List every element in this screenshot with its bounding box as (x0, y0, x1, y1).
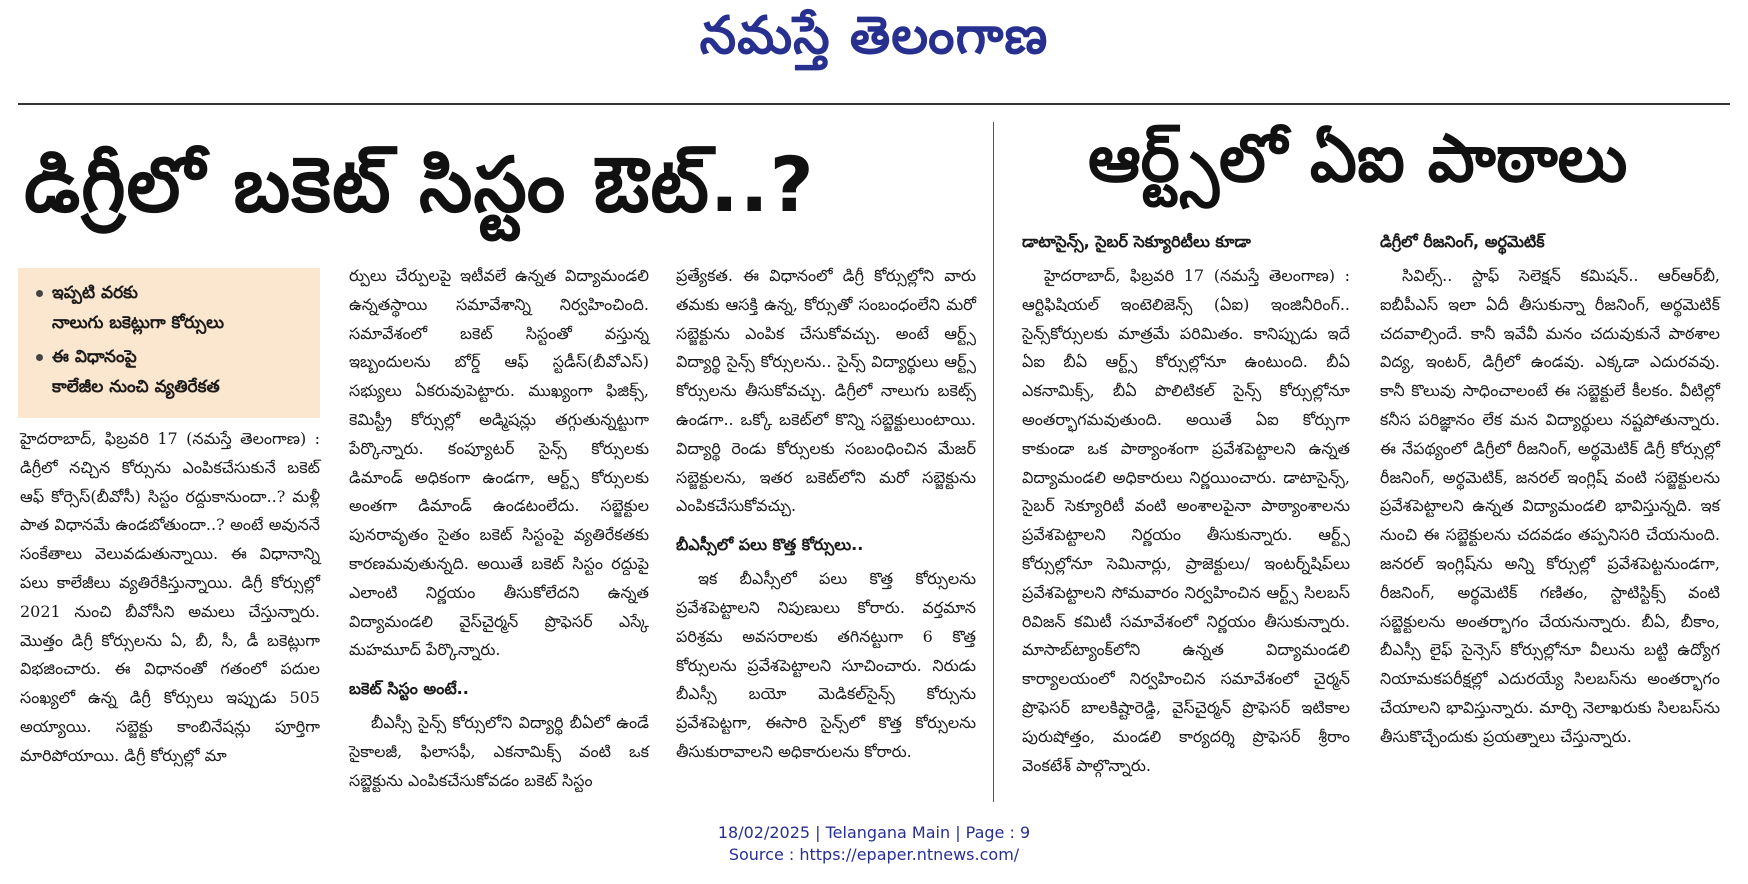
subheading: బీఎస్సీలో పలు కొత్త కోర్సులు.. (676, 535, 864, 555)
subheading: బకెట్ సిస్టం అంటే.. (349, 679, 469, 699)
footer-source-link[interactable]: Source : https://epaper.ntnews.com/ (728, 845, 1020, 864)
highlight-box (18, 268, 320, 418)
right-article-column-1 (1022, 228, 1350, 780)
article-paragraph: హైదరాబాద్, ఫిబ్రవరి 17 (నమస్తే తెలంగాణ) : ఆర్టిఫిషియల్ ఇంటెలిజెన్స్ (ఏఐ) ఇంజినీరింగ్.. సైన్స్‌కోర్సులకు మాత్రమే పరిమితం. కానిప్పుడు ఇదే ఏఐ బీఏ ఆర్ట్స్ కోర్సుల్లోనూ ఉంటుంది. బీఏ ఎకనామిక్స్, బీఏ పొలిటికల్ సైన్స్ కోర్సుల్లోనూ అంతర్భాగమవుతుంది. అయితే ఏఐ కోర్సుగా కాకుండా ఒక పాఠ్యాంశంగా ప్రవేశపెట్టాలని ఉన్నత విద్యామండలి అధికారులు నిర్ణయించారు. డాటాసైన్స్, సైబర్ సెక్యూరిటీ వంటి అంశాలపైనా పాఠ్యాంశాలను ప్రవేశపెట్టాలని నిర్ణయం తీసుకున్నారు. ఆర్ట్స్ కోర్సుల్లోనూ సెమినార్లు, ప్రాజెక్టులు/ ఇంటర్న్‌షిప్‌లు ప్రవేశపెట్టాలని సోమవారం నిర్వహించిన ఆర్ట్స్ సిలబస్ రివిజన్ కమిటీ సమావేశంలో నిర్ణయం తీసుకున్నారు. మాసాబ్‌ట్యాంక్‌లోని ఉన్నత విద్యామండలి కార్యాలయంలో నిర్వహించిన సమావేశంలో చైర్మన్ ప్రొఫెసర్ బాలకిష్టారెడ్డి, వైస్‌చైర్మన్ ప్రొఫెసర్ ఇటికాల పురుషోత్తం, మండలి కార్యదర్శి ప్రొఫెసర్ శ్రీరాం వెంకటేశ్ పాల్గొన్నారు. (1022, 266, 1350, 775)
article-paragraph: బీఎస్సీ సైన్స్ కోర్సులోని విద్యార్థి బీఏలో ఉండే సైకాలజీ, ఫిలాసఫీ, ఎకనామిక్స్ వంటి ఒక సబ్జెక్టును ఎంపికచేసుకోవడం బకెట్ సిస్టం (349, 713, 649, 790)
left-article-column-3 (676, 262, 976, 767)
highlight-line: ఇప్పటి వరకు (52, 283, 138, 303)
left-article-column-2 (349, 262, 649, 796)
highlight-line: నాలుగు బకెట్లుగా కోర్సులు (52, 313, 225, 333)
right-headline: ఆర్ట్స్‌లో ఏఐ పాఠాలు (1088, 120, 1628, 197)
article-paragraph: ర్పులు చేర్పులపై ఇటీవలే ఉన్నత విద్యామండలి ఉన్నతస్థాయి సమావేశాన్ని నిర్వహించింది. సమావేశంలో బకెట్ సిస్టంతో వస్తున్న ఇబ్బందులను బోర్డ్ ఆఫ్ స్టడీస్(బీవోఎస్) సభ్యులు ఏకరువుపెట్టారు. ముఖ్యంగా ఫిజిక్స్, కెమిస్ట్రీ కోర్సుల్లో అడ్మిషన్లు తగ్గుతున్నట్టుగా పేర్కొన్నారు. కంప్యూటర్ సైన్స్ కోర్సులకు డిమాండ్ అధికంగా ఉండగా, ఆర్ట్స్ కోర్సులకు అంతగా డిమాండ్ ఉండటంలేదు. సబ్జెక్టుల పునరావృతం సైతం బకెట్ సిస్టంపై వ్యతిరేకతకు కారణమవుతున్నది. అయితే బకెట్ సిస్టం రద్దుపై ఎలాంటి నిర్ణయం తీసుకోలేదని ఉన్నత విద్యామండలి వైస్‌చైర్మన్ ప్రొఫెసర్ ఎస్కే మహమూద్ పేర్కొన్నారు. (349, 266, 649, 660)
masthead-logo: నమస్తే తెలంగాణ (699, 6, 1049, 66)
article-paragraph: సివిల్స్.. స్టాఫ్ సెలెక్షన్ కమిషన్.. ఆర్‌ఆర్‌బీ, ఐబీపీఎస్ ఇలా ఏదీ తీసుకున్నా రీజనింగ్, అర్థమెటిక్ చదవాల్సిందే. కానీ ఇవేవీ మనం చదువుకునే పాఠశాల విద్య, ఇంటర్, డిగ్రీలో ఉండవు. ఎక్కడా ఎదురవవు. కానీ కొలువు సాధించాలంటే ఈ సబ్జెక్టులే కీలకం. వీటిల్లో కనీస పరిజ్ఞానం లేక మన విద్యార్థులు నష్టపోతున్నారు. ఈ నేపథ్యంలో డిగ్రీలో రీజనింగ్, అర్థమెటిక్ డిగ్రీ కోర్సుల్లో రీజనింగ్, అర్థమెటిక్, జనరల్ ఇంగ్లిష్ వంటి సబ్జెక్టులను ప్రవేశపెట్టాలని ఉన్నత విద్యామండలి భావిస్తున్నది. ఇక నుంచి ఈ సబ్జెక్టులను చదవడం తప్పనిసరి చేయనుంది. జనరల్ ఇంగ్లిష్‌ను అన్ని కోర్సుల్లో ప్రవేశపెట్టనుండగా, రీజనింగ్, అర్థమెటిక్ గణితం, స్టాటిస్టిక్స్ వంటి సబ్జెక్టులను అంతర్భాగం చేయనున్నారు. బీఏ, బీకాం, బీఎస్సీ లైఫ్ సైన్సెస్ కోర్సుల్లోనూ వీలును బట్టి ఉద్యోగ నియామకపరీక్షల్లో ఎదురయ్యే సిలబస్‌ను అంతర్భాగం చేయాలని భావిస్తున్నారు. మార్చి నెలాఖరుకు సిలబస్‌ను తీసుకొచ్చేందుకు ప్రయత్నాలు చేస్తున్నారు. (1380, 266, 1720, 746)
page-footer (0, 822, 1748, 866)
highlight-line: ఈ విధానంపై (52, 347, 137, 367)
left-article-column-1 (20, 425, 320, 771)
highlight-line: కాలేజీల నుంచి వ్యతిరేకత (52, 377, 220, 397)
right-article-column-2 (1380, 228, 1720, 752)
footer-date-line: 18/02/2025 | Telangana Main | Page : 9 (717, 823, 1031, 842)
header-rule (18, 103, 1730, 105)
highlight-item (52, 278, 320, 338)
highlight-item (52, 342, 320, 402)
subheading: డాటాసైన్స్, సైబర్ సెక్యూరిటీలు కూడా (1022, 232, 1251, 251)
article-paragraph: ప్రత్యేకత. ఈ విధానంలో డిగ్రీ కోర్సుల్లోని వారు తమకు ఆసక్తి ఉన్న, కోర్సుతో సంబంధంలేని మరో సబ్జెక్టును ఎంపిక చేసుకోవచ్చు. అంటే ఆర్ట్స్ విద్యార్థి సైన్స్ కోర్సులను.. సైన్స్ విద్యార్థులు ఆర్ట్స్ కోర్సులను తీసుకోవచ్చు. డిగ్రీలో నాలుగు బకెట్స్ ఉండగా.. ఒక్కో బకెట్‌లో కొన్ని సబ్జెక్టులుంటాయి. విద్యార్థి రెండు కోర్సులకు సంబంధించిన మేజర్ సబ్జెక్టులను, ఇతర బకెట్‌లోని మరో సబ్జెక్టును ఎంపికచేసుకోవచ్చు. (676, 266, 976, 516)
article-paragraph: ఇక బీఎస్సీలో పలు కొత్త కోర్సులను ప్రవేశపెట్టాలని నిపుణులు కోరారు. వర్తమాన పరిశ్రమ అవసరాలకు తగినట్టుగా 6 కొత్త కోర్సులను ప్రవేశపెట్టాలని సూచించారు. నిరుడు బీఎస్సీ బయో మెడికల్‌సైన్స్ కోర్సును ప్రవేశపెట్టగా, ఈసారి సైన్స్‌లో కొత్త కోర్సులను తీసుకురావాలని అధికారులను కోరారు. (676, 569, 976, 761)
subheading: డిగ్రీలో రీజనింగ్, అర్థమెటిక్ (1380, 232, 1545, 251)
article-paragraph: హైదరాబాద్, ఫిబ్రవరి 17 (నమస్తే తెలంగాణ) : డిగ్రీలో నచ్చిన కోర్సును ఎంపికచేసుకునే బకెట్ ఆఫ్ కోర్సెస్(బీవోసీ) సిస్టం రద్దుకానుందా..? మళ్లీ పాత విధానమే ఉండబోతుందా..? అంటే అవుననే సంకేతాలు వెలువడుతున్నాయి. ఈ విధానాన్ని పలు కాలేజీలు వ్యతిరేకిస్తున్నాయి. డిగ్రీ కోర్సుల్లో 2021 నుంచి బీవోసీని అమలు చేస్తున్నారు. మొత్తం డిగ్రీ కోర్సులను ఏ, బీ, సీ, డీ బకెట్లుగా విభజించారు. ఈ విధానంతో గతంలో పదుల సంఖ్యలో ఉన్న డిగ్రీ కోర్సులు ఇప్పుడు 505 అయ్యాయి. సబ్జెక్టు కాంబినేషన్లు పూర్తిగా మారిపోయాయి. డిగ్రీ కోర్సుల్లో మా (20, 429, 320, 765)
left-headline: డిగ్రీలో బకెట్ సిస్టం ఔట్..? (24, 140, 815, 229)
column-divider (993, 122, 994, 802)
